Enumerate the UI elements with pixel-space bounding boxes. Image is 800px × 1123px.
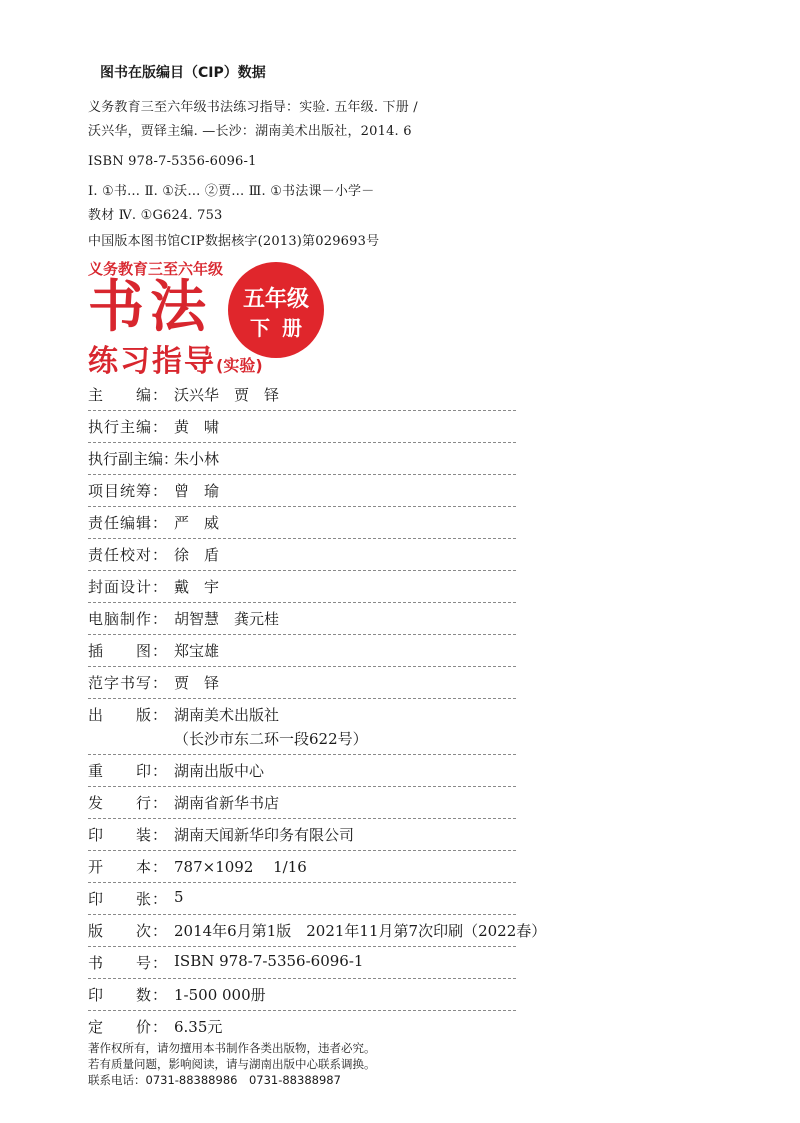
- credit-value: 黄 啸: [174, 418, 220, 436]
- credit-value: 徐 盾: [174, 546, 220, 564]
- copyright-line: 著作权所有，请勿擅用本书制作各类出版物，违者必究。: [88, 1041, 376, 1055]
- quality-line: 若有质量问题，影响阅读，请与湖南出版中心联系调换。: [88, 1057, 376, 1071]
- cip-line-1: 义务教育三至六年级书法练习指导：实验. 五年级. 下册 /: [88, 100, 418, 115]
- credit-value: 6.35元: [174, 1018, 223, 1036]
- credit-value: 郑宝雄: [174, 642, 220, 660]
- credit-label: 责任校对：: [88, 546, 169, 564]
- credit-value: 湖南美术出版社: [174, 706, 280, 724]
- credit-value: 戴 宇: [174, 578, 220, 596]
- credit-value: 787×1092 1/16: [174, 858, 307, 876]
- credit-row: [88, 984, 516, 1011]
- credit-value: 曾 瑜: [174, 482, 220, 500]
- credit-value: 2014年6月第1版 2021年11月第7次印刷（2022春）: [174, 922, 547, 940]
- credit-row: [88, 672, 516, 699]
- book-title: 书法: [88, 275, 212, 340]
- credit-row: [88, 760, 516, 787]
- credit-label: 主 编：: [88, 386, 169, 404]
- credit-row: [88, 416, 516, 443]
- credit-row: [88, 920, 547, 947]
- subtitle-note: (实验): [216, 356, 263, 375]
- credit-row: [88, 792, 516, 819]
- credit-row: [88, 384, 516, 411]
- cip-class-1: Ⅰ. ①书… Ⅱ. ①沃… ②贾… Ⅲ. ①书法课－小学－: [88, 184, 375, 199]
- credit-value: 沃兴华 贾 铎: [174, 386, 280, 404]
- credit-label: 项目统筹：: [88, 482, 169, 500]
- credit-value: 贾 铎: [174, 674, 220, 692]
- credit-label: 范字书写：: [88, 674, 169, 692]
- credit-label: 版 次：: [88, 922, 169, 940]
- credit-label: 印 张：: [88, 890, 169, 908]
- book-subtitle: [88, 336, 263, 380]
- credit-value: 湖南出版中心: [174, 762, 265, 780]
- credit-row: [88, 576, 516, 603]
- cip-line-2: 沃兴华，贾铎主编. —长沙：湖南美术出版社，2014. 6: [88, 124, 412, 139]
- credit-row: [88, 856, 516, 883]
- credit-label: 开 本：: [88, 858, 169, 876]
- credit-label: 执行主编：: [88, 418, 169, 436]
- credit-row: [88, 448, 516, 475]
- credit-label: 封面设计：: [88, 578, 169, 596]
- copyright-notes: [88, 1040, 376, 1088]
- credit-value: ISBN 978-7-5356-6096-1: [174, 952, 364, 970]
- cip-title: 图书在版编目（CIP）数据: [100, 65, 266, 81]
- cip-class-2: 教材 Ⅳ. ①G624. 753: [88, 208, 223, 223]
- credit-row: [88, 544, 516, 571]
- credit-label: 印 数：: [88, 986, 169, 1004]
- credit-label: 电脑制作：: [88, 610, 169, 628]
- contact-line: 联系电话：0731-88388986 0731-88388987: [88, 1073, 341, 1087]
- credit-row: [88, 824, 516, 851]
- credit-value: 5: [174, 888, 184, 906]
- subtitle-text: 练习指导: [88, 344, 216, 379]
- credit-label: 发 行：: [88, 794, 169, 812]
- credit-row: [88, 952, 516, 979]
- credit-label: 重 印：: [88, 762, 169, 780]
- credit-row: [88, 608, 516, 635]
- credit-label: 书 号：: [88, 954, 169, 972]
- credit-label: 执行副主编：: [88, 450, 179, 468]
- credit-row: [88, 1016, 516, 1038]
- grade-badge: [228, 262, 324, 358]
- credit-value: 湖南省新华书店: [174, 794, 280, 812]
- cip-isbn: ISBN 978-7-5356-6096-1: [88, 154, 257, 169]
- credit-label: 印 装：: [88, 826, 169, 844]
- credit-value: 严 威: [174, 514, 220, 532]
- credit-value: 朱小林: [174, 450, 220, 468]
- credit-label: 插 图：: [88, 642, 169, 660]
- credit-row: [88, 512, 516, 539]
- credit-value: 胡智慧 龚元桂: [174, 610, 280, 628]
- credit-value: 湖南天闻新华印务有限公司: [174, 826, 355, 844]
- credit-label: 责任编辑：: [88, 514, 169, 532]
- credit-row: [88, 640, 516, 667]
- cip-record: 中国版本图书馆CIP数据核字(2013)第029693号: [88, 234, 380, 249]
- credit-row: [88, 480, 516, 507]
- volume-label: 下册: [250, 316, 314, 340]
- credit-row: [88, 704, 516, 755]
- credit-value-address: （长沙市东二环一段622号）: [174, 730, 368, 748]
- credit-value: 1-500 000册: [174, 986, 266, 1004]
- credit-label: 定 价：: [88, 1018, 169, 1036]
- series-label: 义务教育三至六年级: [88, 260, 224, 278]
- credit-row: [88, 888, 516, 915]
- credit-label: 出 版：: [88, 706, 169, 724]
- grade-label: 五年级: [242, 287, 309, 312]
